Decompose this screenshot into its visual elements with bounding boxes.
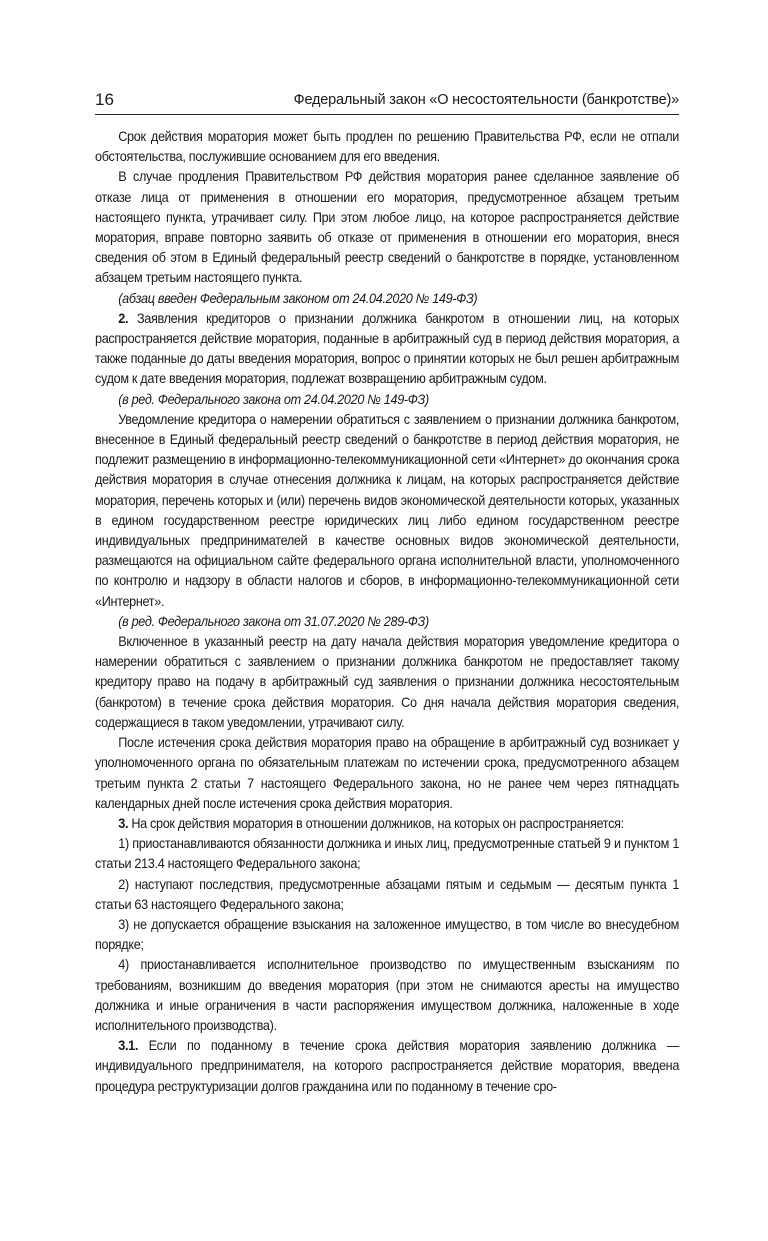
page-header [95, 88, 679, 115]
paragraph-text: Если по поданному в течение срока действия моратория заявлению должника — индивидуального предпринимателя, на которого распространяется действие моратория, введена процедура реструктуризации долгов гражданина или по поданному в течение сро- [95, 1038, 680, 1094]
amendment-note [95, 612, 679, 632]
paragraph-text: После истечения срока действия моратория право на обращение в арбитражный суд возникает у уполномоченного органа по обязательным платежам по истечении срока, предусмотренного абзацем третьим пункта 2 статьи 7 настоящего Федерального закона, но не ранее чем через пятнадцать календарных дней после истечения срока действия моратория. [95, 735, 680, 811]
note-text: (абзац введен Федеральным законом от 24.04.2020 № 149-ФЗ) [118, 290, 478, 306]
document-page [95, 88, 679, 1097]
list-item [95, 875, 679, 915]
paragraph [95, 814, 679, 834]
paragraph-text: 3) не допускается обращение взыскания на заложенное имущество, в том числе во внесудебном порядке; [95, 916, 680, 953]
clause-number: 2. [118, 310, 129, 326]
running-title: Федеральный закон «О несостоятельности (банкротстве)» [293, 92, 679, 108]
paragraph-text: 4) приостанавливается исполнительное производство по имущественным взысканиям по требованиям, возникшим до введения моратория (при этом не снимаются аресты на имущество должника и иные ограничения в части распоряжения имуществом должника, наложенные в ходе исполнительного производства). [95, 957, 680, 1033]
paragraph-text: Заявления кредиторов о признании должника банкротом в отношении лиц, на которых распространяется действие моратория, поданные в арбитражный суд в период действия моратория, а также поданные до даты введения моратория, вопрос о принятии которых не был решен арбитражным судом к дате введения моратория, подлежат возвращению арбитражным судом. [95, 310, 680, 387]
amendment-note [95, 390, 679, 410]
paragraph-text: 1) приостанавливаются обязанности должника и иных лиц, предусмотренные статьей 9 и пунктом 1 статьи 213.4 настоящего Федерального закона; [95, 836, 680, 872]
document-body [95, 127, 679, 1097]
paragraph-text: 2) наступают последствия, предусмотренные абзацами пятым и седьмым — десятым пункта 1 статьи 63 настоящего Федерального закона; [95, 876, 680, 912]
paragraph-text: В случае продления Правительством РФ действия моратория ранее сделанное заявление об отказе лица от применения в отношении его моратория, предусмотренное абзацем третьим настоящего пункта, утрачивает силу. При этом любое лицо, на которое распространяется действие моратория, вправе повторно заявить об отказе от применения в отношении его моратория, внеся сведения об этом в Единый федеральный реестр сведений о банкротстве в порядке, установленном абзацем третьим настоящего пункта. [95, 169, 680, 286]
paragraph [95, 632, 679, 733]
list-item [95, 834, 679, 874]
clause-number: 3. [118, 815, 129, 831]
paragraph [95, 167, 679, 288]
paragraph [95, 410, 679, 612]
amendment-note [95, 289, 679, 309]
paragraph-text: Включенное в указанный реестр на дату начала действия моратория уведомление кредитора о намерении обратиться с заявлением о признании должника банкротом не предоставляет такому кредитору право на подачу в арбитражный суд заявления о признании должника несостоятельным (банкротом) в течение срока действия моратория. Со дня начала действия моратория сведения, содержащиеся в таком уведомлении, утрачивают силу. [95, 634, 680, 730]
note-text: (в ред. Федерального закона от 24.04.2020 № 149-ФЗ) [118, 391, 429, 407]
paragraph-text: На срок действия моратория в отношении должников, на которых он распространяется: [128, 815, 624, 831]
paragraph [95, 1036, 679, 1097]
paragraph [95, 309, 679, 390]
page-number: 16 [95, 90, 114, 109]
paragraph [95, 127, 679, 167]
note-text: (в ред. Федерального закона от 31.07.2020 № 289-ФЗ) [118, 613, 429, 629]
clause-number: 3.1. [118, 1038, 139, 1054]
paragraph [95, 733, 679, 814]
paragraph-text: Уведомление кредитора о намерении обратиться с заявлением о признании должника банкротом, внесенное в Единый федеральный реестр сведений о банкротстве в период действия моратория, не подлежит размещению в информационно-телекоммуникационной сети «Интернет» до окончания срока действия моратория в случае отнесения должника к лицам, на которых распространяется действие моратория, перечень которых и (или) перечень видов экономической деятельности которых, указанных в едином государственном реестре юридических лиц либо едином государственном реестре индивидуальных предпринимателей в качестве основных видов экономической деятельности, размещаются на официальном сайте федерального органа исполнительной власти, уполномоченного по контролю и надзору в области налогов и сборов, в информационно-телекоммуникационной сети «Интернет». [95, 411, 680, 609]
list-item [95, 915, 679, 955]
list-item [95, 955, 679, 1036]
paragraph-text: Срок действия моратория может быть продлен по решению Правительства РФ, если не отпали обстоятельства, послужившие основанием для его введения. [95, 129, 680, 165]
